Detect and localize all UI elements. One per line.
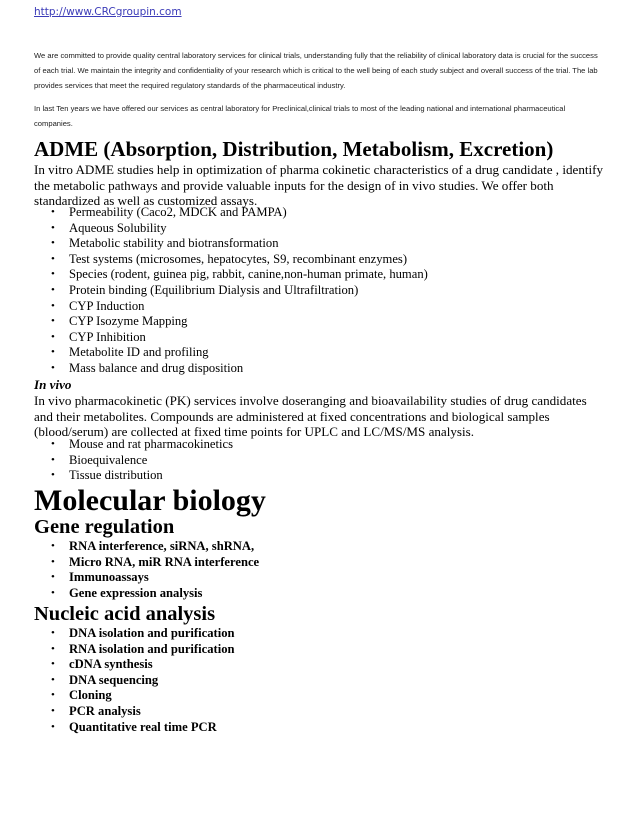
bullet-icon: • [51, 299, 55, 312]
adme-heading: ADME (Absorption, Distribution, Metabolism, Excretion) [34, 137, 554, 161]
list-item-text: Metabolite ID and profiling [69, 345, 209, 360]
invivo-paragraph: In vivo pharmacokinetic (PK) services involve doseranging and bioavailability studies of drug candidates and their metabolites. Compounds are administered at fixed concentrations and biological samples (blood/serum) are collected at fixed time points for UPLC and LC/MS/MS analysis. [34, 393, 587, 440]
bullet-icon: • [51, 540, 55, 552]
list-item-text: Quantitative real time PCR [69, 719, 217, 734]
intro-paragraph-1: We are committed to provide quality central laboratory services for clinical trials, understanding fully that the reliability of clinical laboratory data is crucial for the success of each trial. We maintain the integrity and confidentiality of your research which is critical to the well being of each study subject and overall success of the trial. The lab provides services that meet the required regulatory standards of the pharmaceutical industry. [34, 51, 598, 90]
list-item-text: Mass balance and drug disposition [69, 360, 244, 375]
list-item-text: Micro RNA, miR RNA interference [69, 554, 260, 569]
bullet-icon: • [51, 453, 55, 466]
nucleic-acid-heading: Nucleic acid analysis [34, 603, 216, 625]
bullet-icon: • [51, 283, 55, 296]
list-item-text: Aqueous Solubility [69, 220, 167, 235]
list-item-text: RNA interference, siRNA, shRNA, [69, 539, 255, 553]
bullet-icon: • [51, 586, 55, 599]
bullet-icon: • [51, 642, 55, 655]
list-item-text: CYP Inhibition [69, 329, 146, 344]
bullet-icon: • [51, 555, 55, 568]
list-item-text: Immunoassays [69, 570, 149, 585]
list-item-text: PCR analysis [69, 703, 141, 718]
bullet-icon: • [51, 438, 55, 450]
invivo-heading: In vivo [34, 377, 72, 392]
list-item-text: Mouse and rat pharmacokinetics [69, 437, 234, 451]
bullet-icon: • [51, 315, 55, 328]
list-item-text: cDNA synthesis [69, 657, 153, 672]
list-item-text: CYP Isozyme Mapping [69, 314, 188, 329]
bullet-icon: • [51, 361, 55, 374]
list-item-text: RNA isolation and purification [69, 641, 235, 656]
list-item-text: Tissue distribution [69, 468, 163, 483]
bullet-icon: • [51, 704, 55, 717]
bullet-icon: • [51, 237, 55, 250]
bullet-icon: • [51, 627, 55, 639]
list-item-text: Permeability (Caco2, MDCK and PAMPA) [69, 205, 287, 219]
adme-paragraph: In vitro ADME studies help in optimization of pharma cokinetic characteristics of a drug candidate , identify the metabolic pathways and provide valuable inputs for the design of in vivo studies. We offer both standardized as well as customized assays. [34, 162, 604, 209]
list-item-text: Test systems (microsomes, hepatocytes, S9, recombinant enzymes) [69, 251, 408, 266]
list-item-text: Bioequivalence [69, 452, 148, 467]
list-item-text: Metabolic stability and biotransformation [69, 236, 279, 251]
list-item-text: DNA isolation and purification [69, 626, 235, 640]
bullet-icon: • [51, 571, 55, 584]
bullet-icon: • [51, 221, 55, 234]
bullet-icon: • [51, 330, 55, 343]
list-item-text: Protein binding (Equilibrium Dialysis and Ultrafiltration) [69, 282, 359, 297]
list-item-text: Cloning [69, 688, 112, 703]
website-link[interactable]: http://www.CRCgroupin.com [34, 6, 182, 18]
list-item-text: CYP Induction [69, 298, 145, 313]
bullet-icon: • [51, 673, 55, 686]
bullet-icon: • [51, 268, 55, 281]
bullet-icon: • [51, 346, 55, 359]
intro-paragraph-2: In last Ten years we have offered our services as central laboratory for Preclinical,clinical trials to most of the leading national and international pharmaceutical companies. [34, 104, 566, 128]
bullet-icon: • [51, 252, 55, 265]
list-item-text: Species (rodent, guinea pig, rabbit, canine,non-human primate, human) [69, 267, 428, 282]
list-item-text: DNA sequencing [69, 672, 159, 687]
bullet-icon: • [51, 658, 55, 671]
list-item-text: Gene expression analysis [69, 585, 203, 600]
bullet-icon: • [51, 469, 55, 482]
bullet-icon: • [51, 206, 55, 218]
molecular-biology-heading: Molecular biology [34, 484, 266, 517]
bullet-icon: • [51, 689, 55, 702]
bullet-icon: • [51, 720, 55, 733]
gene-regulation-heading: Gene regulation [34, 516, 175, 538]
